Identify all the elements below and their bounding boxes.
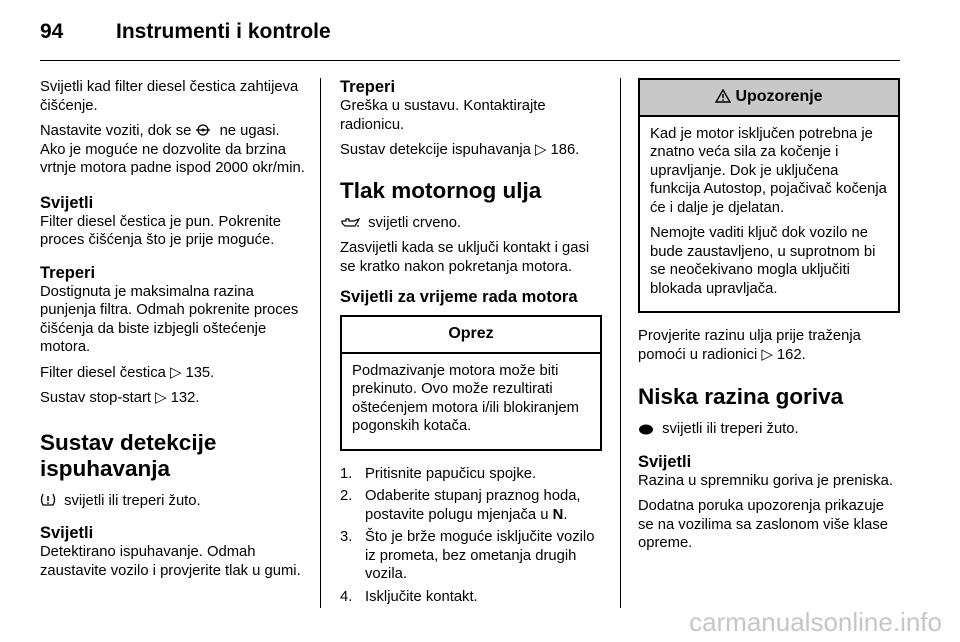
paragraph: Greška u sustavu. Kontaktirajte radionicu.	[340, 98, 546, 133]
warning-text: Nemojte vaditi ključ dok vozilo ne bude zaustavljeno, u suprotnom bi se neočekivano mogla uključiti blokada upravljača.	[650, 225, 876, 297]
column-divider	[620, 78, 621, 608]
steps-list	[340, 465, 602, 607]
warning-text: Kad je motor isključen potrebna je znatno veća sila za kočenje i upravljanje. Dok je uključena funkcija Autostop, pojačivač kočenja će i dalje je djelatan.	[650, 125, 887, 216]
page-number: 94	[40, 20, 64, 43]
warning-triangle-icon	[715, 89, 731, 103]
column-1	[40, 78, 308, 587]
page-header	[0, 0, 960, 62]
paragraph: Filter diesel čestica je pun. Pokrenite proces čišćenja što je prije moguće.	[40, 213, 281, 248]
paragraph: Razina u spremniku goriva je preniska.	[638, 472, 893, 489]
section-heading: Tlak motornog ulja	[340, 177, 542, 203]
paragraph: Detektirano ispuhavanje. Odmah zaustavite vozilo i provjerite tlak u gumi.	[40, 544, 301, 579]
page-ref-icon: ▷	[761, 346, 773, 363]
subheading: Svijetli	[40, 193, 94, 212]
list-item: 4. Isključite kontakt.	[340, 588, 478, 605]
cross-reference: Filter diesel čestica ▷ 135.	[40, 364, 215, 381]
list-item: 1. Pritisnite papučicu spojke.	[340, 465, 537, 482]
page-ref-icon: ▷	[155, 390, 167, 406]
paragraph: svijetli ili treperi žuto.	[638, 420, 900, 439]
paragraph: Svijetli kad filter diesel čestica zahtijeva čišćenje.	[40, 79, 299, 114]
diesel-filter-icon	[195, 123, 211, 137]
paragraph: Zasvijetli kada se uključi kontakt i gasi se kratko nakon pokretanja motora.	[340, 240, 590, 275]
list-item: 2. Odaberite stupanj praznog hoda, postavite polugu mjenjača u N.	[340, 488, 581, 523]
fuel-indicator-icon	[638, 424, 654, 435]
oil-can-icon	[340, 217, 360, 229]
page-title: Instrumenti i kontrole	[116, 20, 331, 43]
header-rule	[40, 60, 900, 61]
paragraph: Dodatna poruka upozorenja prikazuje se na vozilima sa zaslonom više klase opreme.	[638, 498, 889, 551]
page-ref-icon: ▷	[534, 142, 547, 158]
subheading: Treperi	[340, 78, 396, 96]
caution-text: Podmazivanje motora može biti prekinuto. Ovo može rezultirati oštećenjem motora i/ili blokiranjem pogonskih kotača.	[352, 362, 579, 434]
list-item: 3. Što je brže moguće isključite vozilo iz prometa, bez ometanja drugih vozila.	[340, 529, 595, 582]
paragraph: svijetli crveno.	[340, 214, 602, 233]
cross-reference: Sustav stop-start ▷ 132.	[40, 390, 200, 406]
tire-pressure-icon	[40, 492, 56, 507]
column-2	[340, 78, 602, 610]
cross-reference: Sustav detekcije ispuhavanja ▷ 186.	[340, 142, 580, 158]
section-heading: Sustav detekcije ispuhavanja	[40, 429, 217, 481]
page-ref-icon: ▷	[169, 364, 182, 381]
paragraph: Provjerite razinu ulja prije traženja pomoći u radionici ▷ 162.	[638, 328, 861, 363]
column-3	[638, 78, 900, 560]
warning-box	[638, 78, 900, 313]
paragraph: Dostignuta je maksimalna razina punjenja filtra. Odmah pokrenite proces čišćenja da biste izbjegli oštećenje motora.	[40, 283, 299, 355]
subheading: Treperi	[40, 263, 96, 282]
subheading: Svijetli za vrijeme rada motora	[340, 288, 578, 306]
subheading: Svijetli	[40, 524, 94, 542]
watermark: carmanualsonline.info	[689, 607, 942, 637]
subheading: Svijetli	[638, 452, 692, 471]
paragraph: Nastavite voziti, dok se ne ugasi. Ako je moguće ne dozvolite da brzina vrtnje motora padne ispod 2000 okr/min.	[40, 123, 305, 176]
column-divider	[320, 78, 321, 608]
section-heading: Niska razina goriva	[638, 384, 844, 409]
warning-title: Upozorenje	[640, 80, 898, 117]
caution-title: Oprez	[342, 317, 600, 354]
paragraph: svijetli ili treperi žuto.	[40, 492, 308, 511]
caution-box	[340, 315, 602, 451]
